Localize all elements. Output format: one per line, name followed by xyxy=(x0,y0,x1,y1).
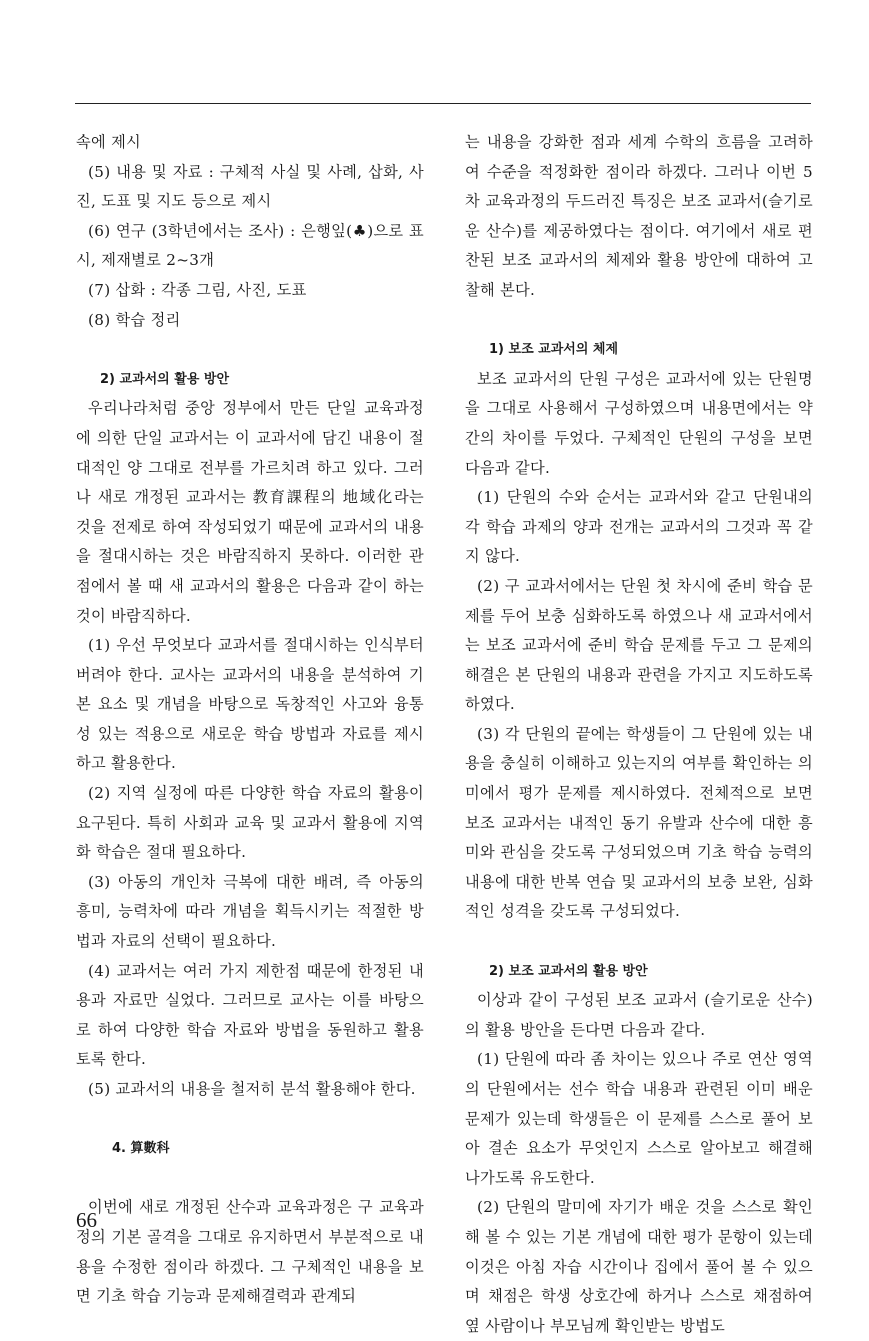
paragraph: 이번에 새로 개정된 산수과 교육과정은 구 교육과정의 기본 골격을 그대로 유지하면서 부분적으로 내용을 수정한 점이라 하겠다. 그 구체적인 내용을 보면 기초 학습 기능과 문제해결력과 관계되 xyxy=(76,1198,424,1306)
header-rule xyxy=(75,103,811,104)
paragraph: (3) 아동의 개인차 극복에 대한 배려, 즉 아동의 흥미, 능력차에 따라 개념을 획득시키는 적절한 방법과 자료의 선택이 필요하다. xyxy=(76,872,424,951)
section-heading: 2) 보조 교과서의 활용 방안 xyxy=(489,963,648,979)
right-column xyxy=(465,128,813,1341)
paragraph: (5) 내용 및 자료 : 구체적 사실 및 사례, 삽화, 사진, 도표 및 지도 등으로 제시 xyxy=(76,162,424,211)
paragraph: (5) 교과서의 내용을 철저히 분석 활용해야 한다. xyxy=(88,1080,416,1098)
paragraph: (1) 단원의 수와 순서는 교과서와 같고 단원내의 각 학습 과제의 양과 전개는 교과서의 그것과 꼭 같지 않다. xyxy=(465,488,813,566)
paragraph-spacer xyxy=(465,306,813,336)
paragraph: 보조 교과서의 단원 구성은 교과서에 있는 단원명을 그대로 사용해서 구성하였으며 내용면에서는 약간의 차이를 두었다. 구체적인 단원의 구성을 보면 다음과 같다. xyxy=(465,369,813,477)
paragraph-spacer xyxy=(76,1164,424,1194)
paragraph: (4) 교과서는 여러 가지 제한점 때문에 한정된 내용과 자료만 실었다. 그러므로 교사는 이를 바탕으로 하여 다양한 학습 자료와 방법을 동원하고 활용토록 한다. xyxy=(76,961,424,1069)
paragraph: (6) 연구 (3학년에서는 조사) : 은행잎(♣)으로 표시, 제재별로 2~3개 xyxy=(76,221,424,270)
paragraph: 는 내용을 강화한 점과 세계 수학의 흐름을 고려하여 수준을 적정화한 점이라 하겠다. 그러나 이번 5차 교육과정의 두드러진 특징은 보조 교과서(슬기로운 산수)를 제공하였다는 점이다. 여기에서 새로 편찬된 보조 교과서의 체제와 활용 방안에 대하여 고찰해 본다. xyxy=(465,133,813,299)
paragraph: (2) 단원의 말미에 자기가 배운 것을 스스로 확인해 볼 수 있는 기본 개념에 대한 평가 문항이 있는데 이것은 아침 자습 시간이나 집에서 풀어 볼 수 있으며 채점은 학생 상호간에 하거나 스스로 채점하여 옆 사람이나 부모님께 확인받는 방법도 xyxy=(465,1198,813,1335)
section-heading: 1) 보조 교과서의 체제 xyxy=(489,342,619,358)
paragraph: 속에 제시 xyxy=(76,133,142,151)
paragraph: (2) 지역 실정에 따른 다양한 학습 자료의 활용이 요구된다. 특히 사회과 교육 및 교과서 활용에 지역화 학습은 절대 필요하다. xyxy=(76,784,424,862)
paragraph: (2) 구 교과서에서는 단원 첫 차시에 준비 학습 문제를 두어 보충 심화하도록 하였으나 새 교과서에서는 보조 교과서에 준비 학습 문제를 두고 그 문제의 해결은 본 단원의 내용과 관련을 가지고 지도하도록 하였다. xyxy=(465,576,813,714)
paragraph-spacer xyxy=(76,335,424,365)
section-heading: 2) 교과서의 활용 방안 xyxy=(100,371,230,387)
paragraph: (3) 각 단원의 끝에는 학생들이 그 단원에 있는 내용을 충실히 이해하고 있는지의 여부를 확인하는 의미에서 평가 문제를 제시하였다. 전체적으로 보면 보조 교과서는 내적인 동기 유발과 산수에 대한 흥미와 관심을 갖도록 구성되었으며 기초 학습 능력의 내용에 대한 반복 연습 및 교과서의 보충 보완, 심화적인 성격을 갖도록 구성되었다. xyxy=(465,724,813,921)
paragraph: 이상과 같이 구성된 보조 교과서 (슬기로운 산수)의 활용 방안을 든다면 다음과 같다. xyxy=(465,991,813,1039)
paragraph: 우리나라처럼 중앙 정부에서 만든 단일 교육과정에 의한 단일 교과서는 이 교과서에 담긴 내용이 절대적인 양 그대로 전부를 가르치려 하고 있다. 그러나 새로 개정된 교과서는 教育課程의 地域化라는 것을 전제로 하여 작성되었기 때문에 교과서의 내용을 절대시하는 것은 바람직하지 못하다. 이러한 관점에서 볼 때 새 교과서의 활용은 다음과 같이 하는 것이 바람직하다. xyxy=(76,399,424,625)
paragraph-spacer xyxy=(76,1105,424,1135)
paragraph: (1) 우선 무엇보다 교과서를 절대시하는 인식부터 버려야 한다. 교사는 교과서의 내용을 분석하여 기본 요소 및 개념을 바탕으로 독창적인 사고와 융통성 있는 적용으로 새로운 학습 방법과 자료를 제시하고 활용한다. xyxy=(76,636,424,773)
paragraph: (7) 삽화 : 각종 그림, 사진, 도표 xyxy=(88,280,307,299)
page-number: 66 xyxy=(76,1208,97,1232)
left-column xyxy=(76,128,424,1312)
section-heading: 4. 算數科 xyxy=(112,1141,170,1157)
paragraph-spacer xyxy=(465,927,813,957)
paragraph: (8) 학습 정리 xyxy=(88,310,181,329)
paragraph: (1) 단원에 따라 좀 차이는 있으나 주로 연산 영역의 단원에서는 선수 학습 내용과 관련된 이미 배운 문제가 있는데 학생들은 이 문제를 스스로 풀어 보아 결손 요소가 무엇인지 스스로 알아보고 해결해 나가도록 유도한다. xyxy=(465,1050,813,1187)
